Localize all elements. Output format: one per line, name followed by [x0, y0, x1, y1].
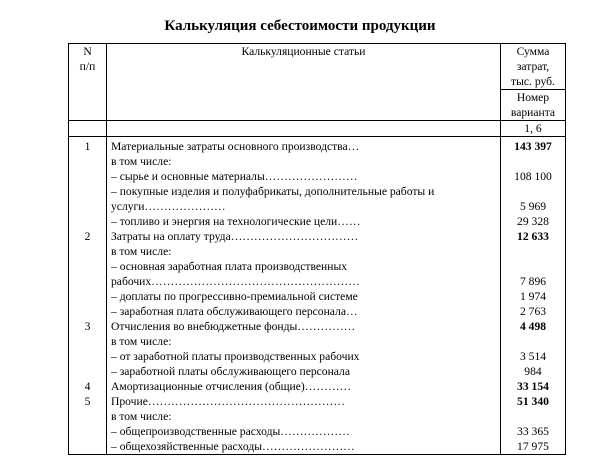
row-number: 5 — [69, 394, 107, 409]
row-value: 29 328 — [501, 214, 566, 229]
row-number — [69, 424, 107, 439]
table-body — [69, 137, 566, 455]
row-label-line: – заработной платы обслуживающего персонала — [111, 365, 350, 378]
row-value: 12 633 — [501, 229, 566, 244]
table-row — [69, 137, 566, 155]
number-header-line: N — [83, 45, 92, 58]
table-row — [69, 169, 566, 184]
row-number — [69, 169, 107, 184]
variant-number: 1, 6 — [501, 121, 566, 137]
row-number — [69, 214, 107, 229]
row-number — [69, 439, 107, 455]
row-number — [69, 244, 107, 259]
sum-column-header — [501, 44, 566, 90]
row-label-line: рабочих……………………………………………… — [111, 275, 360, 288]
row-number — [69, 304, 107, 319]
row-label-line: Материальные затраты основного производства… — [111, 140, 360, 153]
row-label-line: Амортизационные отчисления (общие)………… — [111, 380, 352, 393]
row-number — [69, 184, 107, 214]
row-number: 3 — [69, 319, 107, 334]
row-number — [69, 259, 107, 289]
table-row — [69, 154, 566, 169]
row-label-line: – основная заработная плата производственных — [111, 260, 348, 273]
row-label — [107, 439, 501, 455]
row-label-line: Отчисления во внебюджетные фонды…………… — [111, 320, 356, 333]
row-value: 984 — [501, 364, 566, 379]
row-value — [501, 409, 566, 424]
table-row — [69, 244, 566, 259]
row-label-line: Прочие…………………………………………… — [111, 395, 345, 408]
row-value — [501, 154, 566, 169]
row-label-line: в том числе: — [111, 335, 172, 348]
row-label — [107, 379, 501, 394]
row-label — [107, 184, 501, 214]
row-label-line: – доплаты по прогрессивно-премиальной системе — [111, 290, 358, 303]
row-label-line: в том числе: — [111, 245, 172, 258]
table-row — [69, 424, 566, 439]
row-value: 5 969 — [501, 184, 566, 214]
row-label — [107, 137, 501, 155]
row-label — [107, 244, 501, 259]
row-value — [501, 334, 566, 349]
row-label-line: – общехозяйственные расходы…………………… — [111, 440, 355, 453]
row-number: 2 — [69, 229, 107, 244]
row-label — [107, 229, 501, 244]
document-title: Калькуляция себестоимости продукции — [164, 18, 436, 34]
row-number — [69, 334, 107, 349]
row-value: 7 896 — [501, 259, 566, 289]
table-row — [69, 229, 566, 244]
row-number — [69, 154, 107, 169]
row-label — [107, 289, 501, 304]
row-label — [107, 349, 501, 364]
row-label-line: – сырье и основные материалы…………………… — [111, 170, 358, 183]
row-label — [107, 169, 501, 184]
table-row — [69, 214, 566, 229]
table-row — [69, 334, 566, 349]
row-number: 1 — [69, 137, 107, 155]
row-value — [501, 244, 566, 259]
row-label — [107, 259, 501, 289]
row-label-line: – покупные изделия и полуфабрикаты, дополнительные работы и — [111, 185, 435, 198]
table-row — [69, 364, 566, 379]
row-number: 4 — [69, 379, 107, 394]
variant-header — [501, 90, 566, 121]
row-value: 3 514 — [501, 349, 566, 364]
table-row — [69, 259, 566, 289]
number-header-line: п/п — [79, 60, 96, 73]
row-value: 1 974 — [501, 289, 566, 304]
row-label-line: – топливо и энергия на технологические цели…… — [111, 215, 361, 228]
row-value: 4 498 — [501, 319, 566, 334]
row-value: 51 340 — [501, 394, 566, 409]
table-row — [69, 379, 566, 394]
number-column-header — [69, 44, 107, 121]
row-label-line: – от заработной платы производственных рабочих — [111, 350, 360, 363]
cost-calculation-table — [68, 43, 566, 455]
row-value: 33 365 — [501, 424, 566, 439]
row-label — [107, 304, 501, 319]
table-row — [69, 319, 566, 334]
row-number — [69, 364, 107, 379]
variant-spacer-cell — [107, 121, 501, 137]
sum-header-line: Сумма — [516, 45, 550, 58]
sum-header-line: тыс. руб. — [511, 75, 555, 88]
row-label-line: – заработная плата обслуживающего персонала… — [111, 305, 358, 318]
row-value: 108 100 — [501, 169, 566, 184]
row-label — [107, 424, 501, 439]
row-label — [107, 409, 501, 424]
row-label-line: в том числе: — [111, 155, 172, 168]
row-label — [107, 364, 501, 379]
row-label — [107, 154, 501, 169]
variant-header-line: Номер — [516, 91, 550, 104]
sum-header-line: затрат, — [516, 60, 550, 73]
row-label — [107, 319, 501, 334]
row-value: 2 763 — [501, 304, 566, 319]
row-label-line: услуги………………… — [111, 200, 226, 213]
row-label — [107, 394, 501, 409]
row-value: 33 154 — [501, 379, 566, 394]
row-label — [107, 214, 501, 229]
row-value: 17 975 — [501, 439, 566, 455]
row-number — [69, 349, 107, 364]
row-label-line: Затраты на оплату труда…………………………… — [111, 230, 359, 243]
table-row — [69, 409, 566, 424]
items-column-header: Калькуляционные статьи — [107, 44, 501, 121]
table-row — [69, 394, 566, 409]
table-row — [69, 304, 566, 319]
table-row — [69, 439, 566, 455]
row-label-line: – общепроизводственные расходы……………… — [111, 425, 350, 438]
variant-header-line: варианта — [510, 106, 556, 119]
table-row — [69, 289, 566, 304]
row-label — [107, 334, 501, 349]
variant-spacer-cell — [69, 121, 107, 137]
table-row — [69, 184, 566, 214]
row-value: 143 397 — [501, 137, 566, 155]
row-label-line: в том числе: — [111, 410, 172, 423]
table-row — [69, 349, 566, 364]
row-number — [69, 289, 107, 304]
row-number — [69, 409, 107, 424]
